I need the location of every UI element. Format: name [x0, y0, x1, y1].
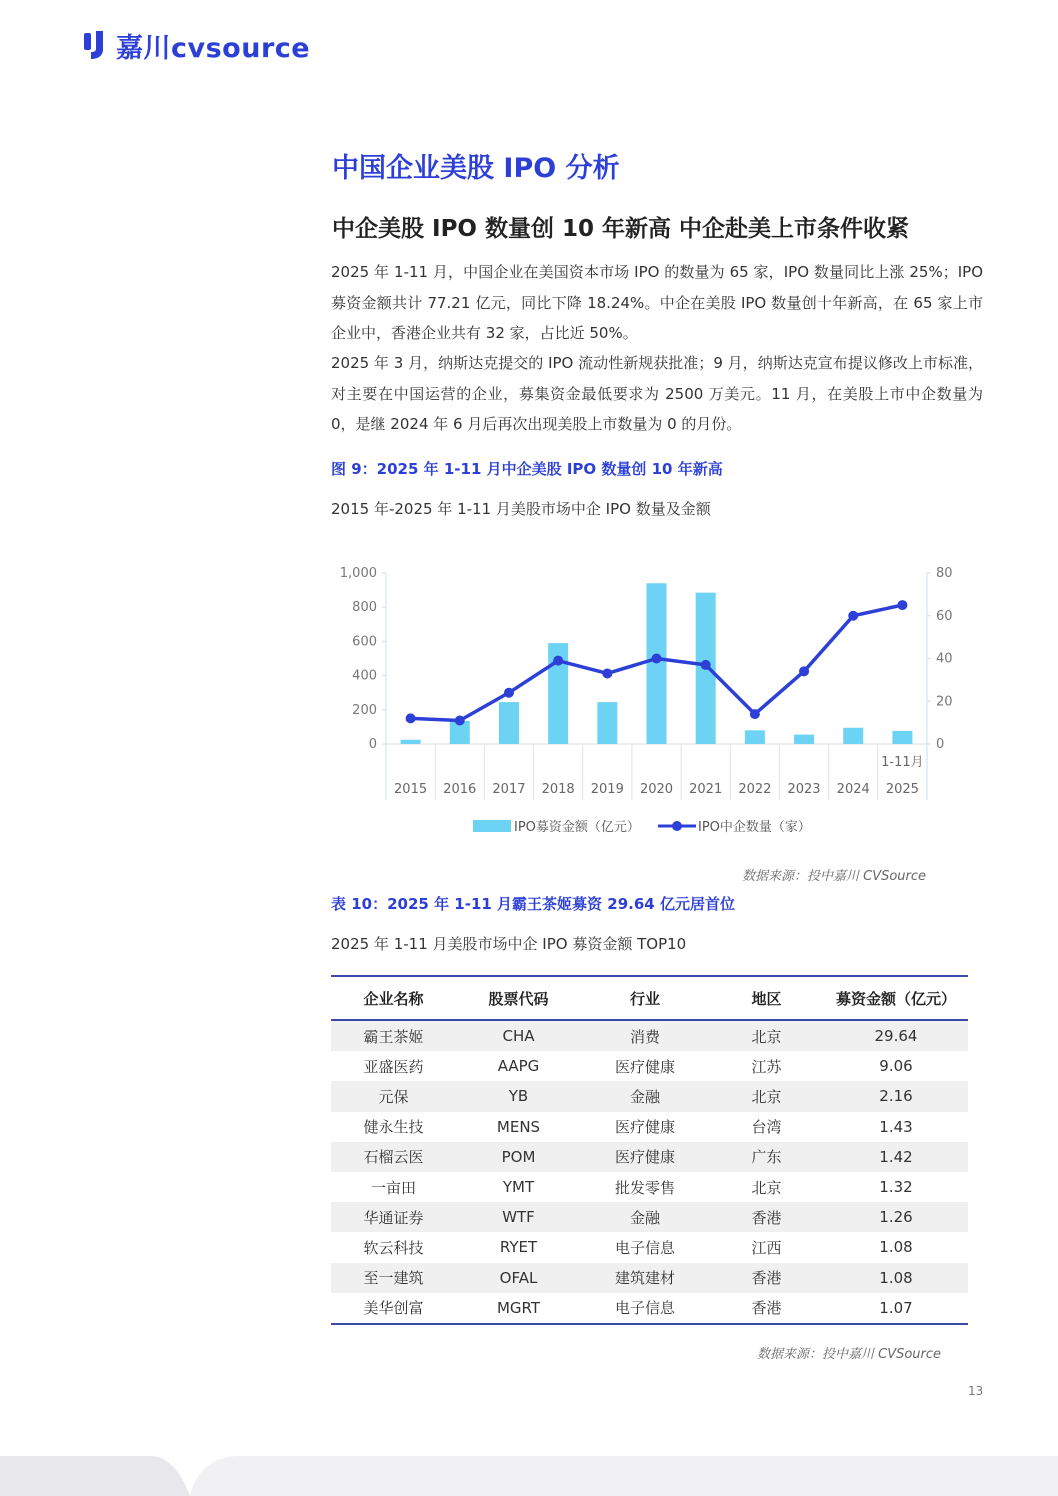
- bar-2019: [597, 702, 617, 744]
- point-2015: [406, 713, 416, 723]
- cell-region: 香港: [709, 1202, 824, 1232]
- section-subtitle: 中企美股 IPO 数量创 10 年新高 中企赴美上市条件收紧: [332, 216, 910, 242]
- table-source: 数据来源：投中嘉川 CVSource: [757, 1347, 942, 1362]
- x-tick-note: 1-11月: [881, 755, 924, 770]
- footer-decoration: [0, 1456, 1058, 1496]
- cell-amount: 1.08: [824, 1263, 968, 1293]
- cell-company: 石榴云医: [331, 1142, 456, 1172]
- cell-company: 至一建筑: [331, 1263, 456, 1293]
- cell-region: 香港: [709, 1293, 824, 1324]
- cell-region: 江西: [751, 1238, 782, 1257]
- cell-ticker: POM: [456, 1142, 581, 1172]
- bar-2015: [401, 740, 421, 744]
- cell-amount: 2.16: [824, 1081, 968, 1111]
- cell-amount: 29.64: [824, 1020, 968, 1051]
- left-tick-label: 400: [352, 668, 377, 684]
- top10-table: [331, 975, 968, 1325]
- point-2018: [553, 656, 563, 666]
- cell-amount: 9.06: [879, 1057, 913, 1076]
- cell-amount: 1.07: [824, 1293, 968, 1324]
- table-caption: 表 10：2025 年 1-11 月霸王茶姬募资 29.64 亿元居首位: [331, 895, 735, 913]
- cell-region: 北京: [709, 1081, 824, 1111]
- point-2016: [455, 715, 465, 725]
- cell-amount: 1.32: [879, 1178, 913, 1197]
- header-logo: [82, 28, 310, 62]
- figure-source: 数据来源：投中嘉川 CVSource: [742, 869, 927, 884]
- cell-industry: 医疗健康: [614, 1118, 675, 1137]
- cell-industry: 金融: [581, 1202, 709, 1232]
- cell-region: 台湾: [751, 1118, 782, 1137]
- x-tick-label: 2024: [836, 782, 870, 797]
- col-company: 企业名称: [331, 976, 456, 1020]
- figure-subcaption: 2015 年-2025 年 1-11 月美股市场中企 IPO 数量及金额: [331, 500, 711, 518]
- bar-2017: [499, 702, 519, 744]
- col-industry: 行业: [581, 976, 709, 1020]
- table-row: [331, 1112, 968, 1142]
- cell-ticker: MENS: [496, 1117, 541, 1136]
- cell-industry: 电子信息: [581, 1293, 709, 1324]
- bar-2023: [794, 735, 814, 744]
- left-tick-label: 800: [352, 600, 377, 616]
- cell-amount: 1.43: [879, 1117, 913, 1136]
- x-tick-label: 2018: [541, 782, 575, 797]
- page-number: 13: [968, 1384, 984, 1398]
- point-2019: [602, 668, 612, 678]
- x-tick-label: 2022: [738, 782, 772, 797]
- cell-ticker: RYET: [499, 1238, 538, 1257]
- point-2020: [652, 654, 662, 664]
- table-row: [331, 1081, 968, 1111]
- cell-region: 广东: [709, 1142, 824, 1172]
- x-tick-label: 2020: [639, 782, 674, 797]
- cell-region: 江苏: [751, 1057, 782, 1076]
- cell-industry: 消费: [581, 1020, 709, 1051]
- paragraph-1: 2025 年 1-11 月，中国企业在美国资本市场 IPO 的数量为 65 家，IPO 数量同比上涨 25%；IPO 募资金额共计 77.21 亿元，同比下降 18.24%。中企在美股 IPO 数量创十年新高，在 65 家上市企业中，香港企业共有 32 家，占比近 50%。: [331, 263, 983, 342]
- table-row: [331, 1142, 968, 1172]
- left-tick-label: 600: [352, 634, 377, 650]
- cell-ticker: AAPG: [497, 1057, 540, 1076]
- bar-2024: [843, 728, 863, 744]
- x-tick-label: 2023: [787, 782, 821, 797]
- point-2021: [701, 660, 711, 670]
- paragraph-2: 2025 年 3 月，纳斯达克提交的 IPO 流动性新规获批准；9 月，纳斯达克宣布提议修改上市标准，对主要在中国运营的企业，募集资金最低要求为 2500 万美元。11 月，在美股上市中企数量为 0，是继 2024 年 6 月后再次出现美股上市数量为 0 的月份。: [331, 354, 983, 433]
- cell-ticker: OFAL: [456, 1263, 581, 1293]
- left-tick-label: 1,000: [339, 566, 377, 581]
- cell-company: 美华创富: [331, 1293, 456, 1324]
- bar-2025: [892, 731, 912, 744]
- legend-line-label: IPO中企数量（家）: [698, 820, 811, 835]
- logo-text: 嘉川cvsource: [116, 32, 311, 64]
- point-2017: [504, 688, 514, 698]
- cell-industry: 建筑建材: [581, 1263, 709, 1293]
- left-tick-label: 200: [352, 702, 377, 718]
- cell-amount: 1.26: [824, 1202, 968, 1232]
- cell-ticker: YB: [456, 1081, 581, 1111]
- cell-ticker: YMT: [502, 1178, 535, 1197]
- cell-company: 软云科技: [363, 1238, 424, 1257]
- bar-2020: [647, 583, 667, 744]
- x-tick-label: 2016: [443, 782, 477, 797]
- table-row: [331, 1232, 968, 1262]
- legend-bar-label: IPO募资金额（亿元）: [514, 820, 640, 835]
- table-row: [331, 1020, 968, 1051]
- point-2025: [897, 600, 907, 610]
- right-tick-label: 20: [936, 694, 953, 710]
- cell-ticker: MGRT: [456, 1293, 581, 1324]
- table-row: [331, 1293, 968, 1324]
- ipo-chart: [330, 550, 970, 850]
- table-row: [331, 1172, 968, 1202]
- right-tick-label: 80: [936, 566, 953, 581]
- cell-company: 华通证券: [331, 1202, 456, 1232]
- col-region: 地区: [709, 976, 824, 1020]
- cell-company: 霸王茶姬: [331, 1020, 456, 1051]
- cvsource-logo-icon: [82, 29, 112, 61]
- page-title: 中国企业美股 IPO 分析: [332, 153, 620, 184]
- cell-company: 亚盛医药: [363, 1057, 424, 1076]
- col-ticker: 股票代码: [456, 976, 581, 1020]
- table-header-row: [331, 976, 968, 1020]
- cell-industry: 电子信息: [614, 1238, 675, 1257]
- cell-company: 元保: [331, 1081, 456, 1111]
- point-2024: [848, 611, 858, 621]
- legend-line-marker: [672, 821, 682, 831]
- cell-company: 健永生技: [363, 1118, 424, 1137]
- cell-region: 北京: [751, 1178, 782, 1197]
- x-tick-label: 2019: [590, 782, 624, 797]
- cell-industry: 批发零售: [614, 1178, 675, 1197]
- right-tick-label: 40: [936, 651, 953, 667]
- x-tick-label: 2025: [885, 782, 919, 797]
- cell-ticker: CHA: [456, 1020, 581, 1051]
- cell-amount: 1.08: [879, 1238, 913, 1257]
- right-tick-label: 60: [936, 608, 953, 624]
- cell-industry: 医疗健康: [614, 1057, 675, 1076]
- cell-industry: 金融: [581, 1081, 709, 1111]
- cell-amount: 1.42: [824, 1142, 968, 1172]
- cell-company: 一亩田: [370, 1178, 416, 1197]
- cell-ticker: WTF: [456, 1202, 581, 1232]
- cell-industry: 医疗健康: [581, 1142, 709, 1172]
- left-tick-label: 0: [368, 737, 377, 752]
- x-tick-label: 2017: [492, 782, 526, 797]
- point-2022: [750, 709, 760, 719]
- cell-region: 北京: [709, 1020, 824, 1051]
- legend-bar-swatch: [473, 820, 511, 832]
- cell-region: 香港: [709, 1263, 824, 1293]
- table-subcaption: 2025 年 1-11 月美股市场中企 IPO 募资金额 TOP10: [331, 935, 687, 953]
- table-row: [331, 1202, 968, 1232]
- figure-caption: 图 9：2025 年 1-11 月中企美股 IPO 数量创 10 年新高: [331, 460, 723, 478]
- point-2023: [799, 666, 809, 676]
- right-tick-label: 0: [936, 737, 945, 752]
- x-tick-label: 2021: [689, 782, 723, 797]
- col-amount: 募资金额（亿元）: [824, 976, 968, 1020]
- x-tick-label: 2015: [394, 782, 428, 797]
- bar-2022: [745, 730, 765, 744]
- table-row: [331, 1051, 968, 1081]
- table-row: [331, 1263, 968, 1293]
